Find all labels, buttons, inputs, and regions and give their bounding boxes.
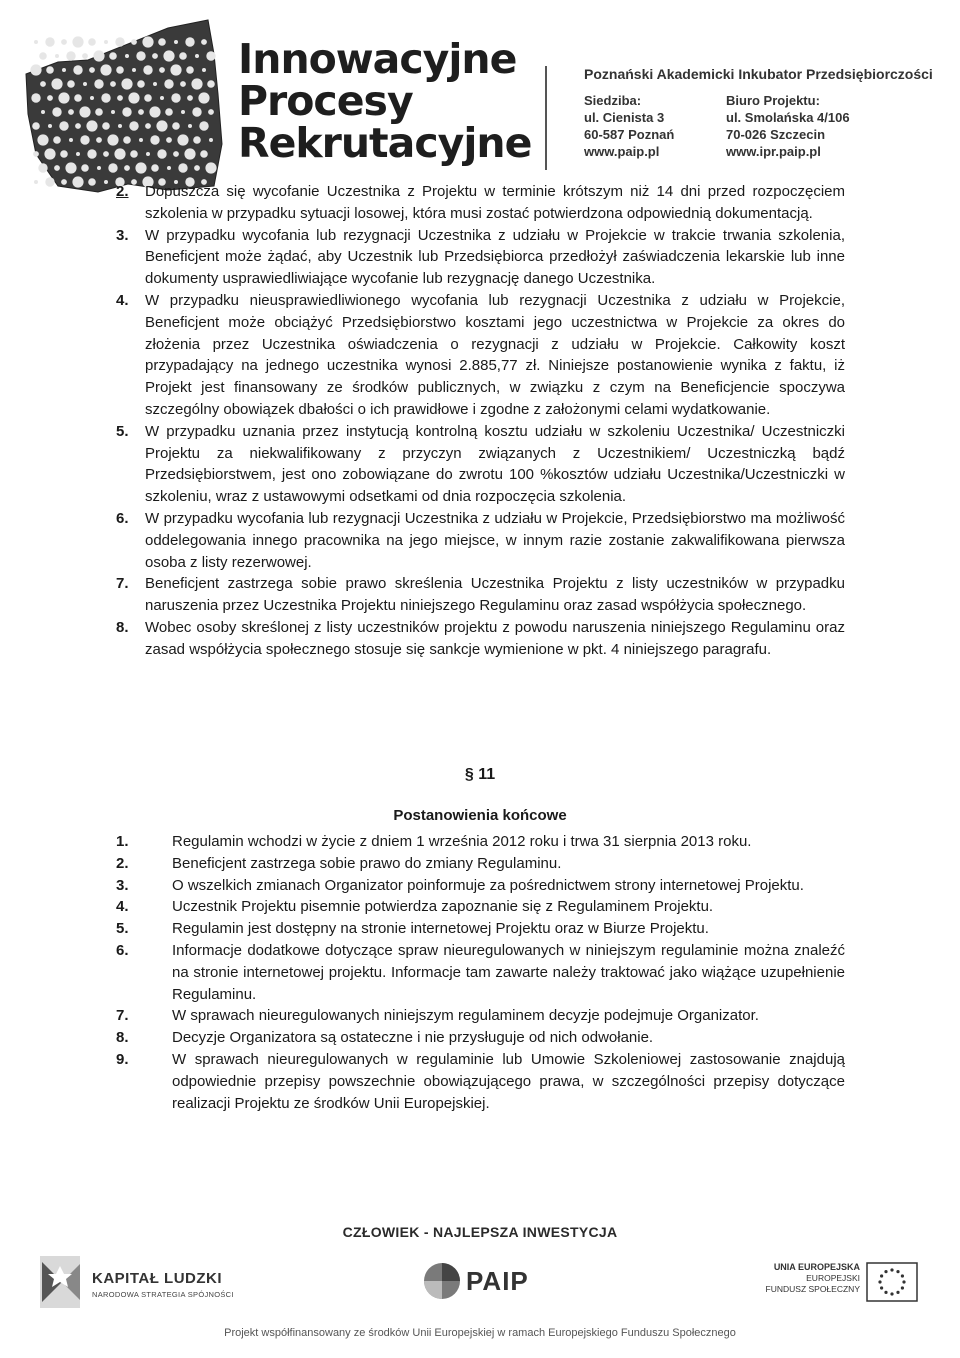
map-dot	[104, 40, 108, 44]
item-number: 8.	[116, 1029, 129, 1047]
map-dot	[181, 110, 185, 114]
item-number: 1.	[116, 833, 129, 850]
map-dot	[136, 51, 145, 60]
map-dot	[166, 137, 172, 143]
section-symbol: § 11	[464, 766, 496, 783]
map-dot	[118, 124, 122, 128]
map-dot	[115, 37, 124, 46]
item-text: Dopuszcza się wycofanie Uczestnika z Projektu w terminie krótszym niż 14 dni przed rozpoczęciem szkolenia w przypadku sytuacji losowej, która musi zostać potwierdzona odpowiednią dokumentacją.	[145, 183, 845, 222]
list-item	[116, 181, 845, 225]
list-item	[116, 508, 845, 573]
map-dot	[59, 121, 68, 130]
list-item	[116, 225, 845, 290]
map-dot	[88, 178, 96, 186]
map-dot	[61, 39, 67, 45]
map-dot	[192, 107, 201, 116]
map-dot	[174, 40, 178, 44]
eu-star	[880, 1274, 883, 1277]
map-dot	[146, 152, 150, 156]
eu-star	[901, 1274, 904, 1277]
item-text: W przypadku uznania przez instytucją kontrolną kosztu udziału w szkoleniu Uczestnika/ Uczestniczki Projektu za niekwalifikowany z przyczyn związanych z Uczestnikiem/ Uczestniczką bądź Przedsiębiorstwem, jest ono zobowiązane do zwrotu 100 %kosztów udziału Uczestnika/Uczestniczki w szkoleniu, wraz z ustawowymi odsetkami od dnia rozpoczęcia szkolenia.	[145, 422, 845, 506]
map-dot	[206, 51, 215, 60]
eu-star	[878, 1280, 881, 1283]
item-number: 7.	[116, 575, 129, 593]
map-dot	[200, 150, 208, 158]
map-dot	[202, 68, 206, 72]
item-number: 3.	[116, 226, 129, 244]
map-dot	[68, 109, 74, 115]
map-dot	[157, 149, 166, 158]
map-dot	[93, 50, 104, 61]
map-dot	[138, 109, 144, 115]
map-dot	[121, 78, 132, 89]
map-dot	[67, 80, 75, 88]
item-text: Beneficjent zastrzega sobie prawo skreślenia Uczestnika Projektu z listy uczestników w przypadku naruszenia przez Uczestnika Projektu niniejszego Regulaminu oraz zasad współżycia społecznego.	[145, 575, 845, 615]
map-dot	[207, 80, 215, 88]
map-dot	[52, 107, 61, 116]
map-dot	[122, 107, 131, 116]
map-dot	[104, 180, 108, 184]
item-number: 2.	[116, 854, 129, 872]
map-dot	[170, 64, 181, 75]
item-text: Regulamin wchodzi w życie z dniem 1 września 2012 roku i trwa 31 sierpnia 2013 roku.	[172, 833, 752, 850]
kapital-ludzki-logo	[36, 1252, 236, 1312]
map-dot	[101, 93, 110, 102]
map-dot	[47, 95, 53, 101]
eu-star	[896, 1291, 899, 1294]
seat-website: www.paip.pl	[584, 144, 660, 159]
map-dot	[81, 164, 89, 172]
map-dot	[123, 136, 131, 144]
map-dot	[94, 79, 103, 88]
map-dot	[100, 64, 111, 75]
map-dot	[103, 151, 109, 157]
item-number: 5.	[116, 920, 129, 938]
map-dot	[194, 165, 200, 171]
map-dot	[201, 39, 207, 45]
list-item	[116, 896, 845, 918]
item-number: 2.	[116, 183, 129, 200]
item-number: 5.	[116, 422, 129, 440]
map-dot	[95, 108, 103, 116]
project-title-line: Innowacyjne	[238, 35, 517, 83]
footer-slogan: CZŁOWIEK - NAJLEPSZA INWESTYCJA	[342, 1224, 618, 1240]
map-dot	[72, 36, 83, 47]
map-dot	[208, 109, 214, 115]
eu-line: EUROPEJSKI	[806, 1273, 860, 1283]
item-text: Decyzje Organizatora są ostateczne i nie przysługuje od nich odwołanie.	[172, 1029, 654, 1047]
map-dot	[86, 120, 97, 131]
item-text: Beneficjent zastrzega sobie prawo do zmiany Regulaminu.	[172, 854, 562, 872]
list-item	[116, 1049, 845, 1114]
item-number: 6.	[116, 509, 129, 527]
office-street: ul. Smolańska 4/106	[726, 110, 850, 125]
map-dot	[33, 151, 39, 157]
map-dot	[102, 122, 110, 130]
map-dot	[82, 53, 88, 59]
item-text: W sprawach nieuregulowanych niniejszym regulaminem decyzje podejmuje Organizator.	[172, 1007, 759, 1025]
map-dot	[131, 39, 137, 45]
map-dot	[185, 37, 194, 46]
map-dot	[44, 148, 55, 159]
list-item	[116, 290, 845, 421]
map-dot	[107, 134, 118, 145]
map-dot	[46, 66, 54, 74]
office-label: Biuro Projektu:	[726, 93, 820, 108]
map-dot	[73, 65, 82, 74]
map-dot	[186, 66, 194, 74]
map-dot	[178, 163, 187, 172]
item-text: W przypadku wycofania lub rezygnacji Uczestnika z udziału w Projekcie w trakcie trwania szkolenia, Beneficjent może żądać, aby Uczestnik lub Przedsiębiorca przedłożył zaświadczenia lekarskie lub inne dokumenty usprawiedliwiające wycofanie lub rezygnację danego Uczestnika.	[145, 226, 845, 288]
map-dot	[179, 52, 187, 60]
map-dot	[158, 38, 166, 46]
list-item	[116, 940, 845, 1005]
map-dot	[156, 120, 167, 131]
list-item	[116, 617, 845, 661]
item-number: 4.	[116, 898, 129, 916]
map-dot	[152, 53, 158, 59]
map-dot	[173, 151, 179, 157]
map-dot	[110, 81, 116, 87]
map-dot	[58, 92, 69, 103]
map-dot	[87, 149, 96, 158]
map-dot	[117, 95, 123, 101]
map-dot	[188, 124, 192, 128]
map-dot	[34, 180, 38, 184]
map-dot	[171, 93, 180, 102]
seat-street: ul. Cienista 3	[584, 110, 665, 125]
map-dot	[74, 94, 82, 102]
map-dot	[80, 135, 89, 144]
map-dot	[62, 68, 66, 72]
map-dot	[69, 138, 73, 142]
map-dot	[205, 162, 216, 173]
map-dot	[79, 106, 90, 117]
map-dot	[76, 152, 80, 156]
map-dot	[209, 138, 213, 142]
map-dot	[37, 134, 48, 145]
item-text: O wszelkich zmianach Organizator poinformuje za pośrednictwem strony internetowej Projektu.	[172, 876, 804, 894]
map-dot	[48, 124, 52, 128]
region-map-logo	[18, 14, 228, 194]
map-dot	[164, 79, 173, 88]
map-dot	[139, 138, 143, 142]
kapital-ludzki-mark-icon	[36, 1252, 84, 1312]
map-dot	[97, 166, 101, 170]
item-number: 4.	[116, 291, 129, 309]
map-dot	[51, 78, 62, 89]
map-dot	[72, 176, 83, 187]
map-dot	[61, 179, 67, 185]
map-dot	[151, 164, 159, 172]
map-dot	[83, 82, 87, 86]
seat-label: Siedziba:	[584, 93, 642, 108]
map-dot	[30, 64, 41, 75]
map-dot	[142, 36, 153, 47]
map-dot	[195, 54, 199, 58]
item-text: W przypadku wycofania lub rezygnacji Uczestnika z udziału w Projekcie, Przedsiębiorstwo ma możliwość oddelegowania innego pracownika na jego miejsce, w innym razie zostanie zakwalifikowana pierwsza osoba z listy rezerwowej.	[145, 509, 845, 571]
map-dot	[187, 95, 193, 101]
final-provisions-list	[116, 831, 845, 1114]
item-text: W sprawach nieuregulowanych w regulaminie lub Umowie Szkoleniowej zastosowanie znajdują odpowiednie przepisy powszechnie obowiązującego prawa, w szczególności przepisy dotyczące realizacji Projektu ze środków Unii Europejskiej.	[172, 1050, 845, 1112]
paip-logo-text: PAIP	[466, 1266, 529, 1296]
map-dot	[116, 66, 124, 74]
map-dot	[198, 92, 209, 103]
map-dot	[172, 122, 180, 130]
eu-star	[890, 1292, 893, 1295]
item-number: 8.	[116, 618, 129, 636]
item-number: 3.	[116, 876, 129, 894]
map-dot	[177, 134, 188, 145]
list-item	[116, 573, 845, 617]
item-text: Uczestnik Projektu pisemnie potwierdza zapoznanie się z Regulaminem Projektu.	[172, 898, 714, 916]
map-dot	[34, 40, 38, 44]
map-dot	[45, 177, 54, 186]
map-dot	[125, 54, 129, 58]
map-dot	[184, 148, 195, 159]
organization-name: Poznański Akademicki Inkubator Przedsiębiorczości	[584, 66, 933, 82]
list-item	[116, 918, 845, 940]
map-dot	[128, 92, 139, 103]
eu-star	[902, 1280, 905, 1283]
eu-star	[884, 1270, 887, 1273]
map-dot	[143, 65, 152, 74]
map-dot	[163, 50, 174, 61]
map-dot	[65, 162, 76, 173]
map-dot	[32, 122, 40, 130]
map-dot	[60, 150, 68, 158]
map-dot	[149, 106, 160, 117]
list-item	[116, 831, 845, 853]
eu-star	[880, 1286, 883, 1289]
seat-city: 60-587 Poznań	[584, 127, 675, 142]
map-dot	[130, 150, 138, 158]
map-dot	[114, 148, 125, 159]
item-text: Informacje dodatkowe dotyczące spraw nieuregulowanych w niniejszym regulaminie można znaleźć na stronie internetowej projektu. Informacje tam zawarte należy traktować jako wiążące uzupełnienie Regulaminu.	[172, 941, 845, 1003]
kapital-ludzki-name: KAPITAŁ LUDZKI	[92, 1270, 223, 1287]
map-dot	[109, 52, 117, 60]
item-text: Wobec osoby skreślonej z listy uczestników projektu z powodu naruszenia niniejszego Regulaminu oraz zasad współżycia społecznego stosuje się sankcje wymienione w pkt. 4 niniejszego paragrafu.	[145, 618, 845, 658]
list-item	[116, 421, 845, 508]
map-dot	[90, 96, 94, 100]
project-title	[238, 35, 538, 167]
map-dot	[153, 82, 157, 86]
map-dot	[66, 51, 75, 60]
list-item	[116, 1005, 845, 1027]
item-text: Regulamin jest dostępny na stronie internetowej Projektu oraz w Biurze Projektu.	[172, 920, 709, 938]
map-dot	[55, 54, 59, 58]
map-dot	[88, 38, 96, 46]
project-title-line: Procesy	[238, 77, 413, 125]
list-item	[116, 853, 845, 875]
map-dot	[45, 37, 54, 46]
map-dot	[165, 108, 173, 116]
office-address	[726, 92, 850, 160]
map-dot	[137, 80, 145, 88]
eu-star	[896, 1270, 899, 1273]
map-dot	[41, 110, 45, 114]
map-dot	[75, 123, 81, 129]
map-dot	[191, 78, 202, 89]
map-dot	[108, 163, 117, 172]
map-dot	[167, 166, 171, 170]
item-number: 7.	[116, 1007, 129, 1025]
map-dot	[38, 163, 47, 172]
cofinancing-note: Projekt współfinansowany ze środków Unii Europejskiej w ramach Europejskiego Funduszu Społecznego	[224, 1327, 736, 1339]
eu-star	[890, 1268, 893, 1271]
map-dot	[53, 136, 61, 144]
map-dot	[193, 136, 201, 144]
map-dot	[180, 81, 186, 87]
section-heading: Postanowienia końcowe	[393, 807, 567, 824]
map-dot	[199, 121, 208, 130]
map-dot	[144, 94, 152, 102]
map-dot	[39, 52, 47, 60]
kapital-ludzki-subtitle: NARODOWA STRATEGIA SPÓJNOŚCI	[92, 1290, 234, 1299]
eu-logo	[748, 1262, 918, 1312]
map-dot	[132, 68, 136, 72]
withdrawal-points-list	[116, 181, 845, 661]
list-item	[116, 1027, 845, 1049]
map-dot	[124, 165, 130, 171]
map-dot	[40, 81, 46, 87]
map-dot	[54, 165, 60, 171]
office-website: www.ipr.paip.pl	[726, 144, 821, 159]
item-text: W przypadku nieusprawiedliwionego wycofania lub rezygnacji Uczestnika z udziału w Projekcie, Beneficjent może obciążyć Przedsiębiorstwo kosztami jego uczestnictwa w Projekcie za okres do złożenia przez Uczestnika oświadczenia o rezygnacji z udziału w Projekcie. Całkowity koszt przypadający na jednego uczestnika wynosi 2.885,77 zł. Niniejsze postanowienie wynika z faktu, iż Projekt jest finansowany ze środków publicznych, w związku z czym na Beneficjencie spoczywa szczególny obowiązek dbałości o ich prawidłowe i zgodne z założonymi celami wydatkowanie.	[145, 291, 845, 418]
item-number: 6.	[116, 941, 129, 959]
eu-line: FUNDUSZ SPOŁECZNY	[765, 1284, 860, 1294]
map-dot	[135, 162, 146, 173]
map-dot	[111, 110, 115, 114]
map-dot	[159, 67, 165, 73]
eu-star	[884, 1291, 887, 1294]
item-number: 9.	[116, 1050, 129, 1068]
list-item	[116, 875, 845, 897]
map-dot	[89, 67, 95, 73]
map-dot	[160, 96, 164, 100]
header-divider	[545, 66, 547, 170]
seat-address	[584, 92, 674, 160]
project-title-line: Rekrutacyjne	[238, 119, 532, 167]
eu-star	[901, 1286, 904, 1289]
eu-line: UNIA EUROPEJSKA	[773, 1262, 860, 1272]
eu-logo-text	[766, 1262, 860, 1295]
map-dot	[150, 135, 159, 144]
map-dot	[129, 121, 138, 130]
eu-flag-icon	[866, 1262, 918, 1302]
map-dot	[145, 123, 151, 129]
office-city: 70-026 Szczecin	[726, 127, 826, 142]
map-dot	[96, 137, 102, 143]
map-dot	[31, 93, 40, 102]
